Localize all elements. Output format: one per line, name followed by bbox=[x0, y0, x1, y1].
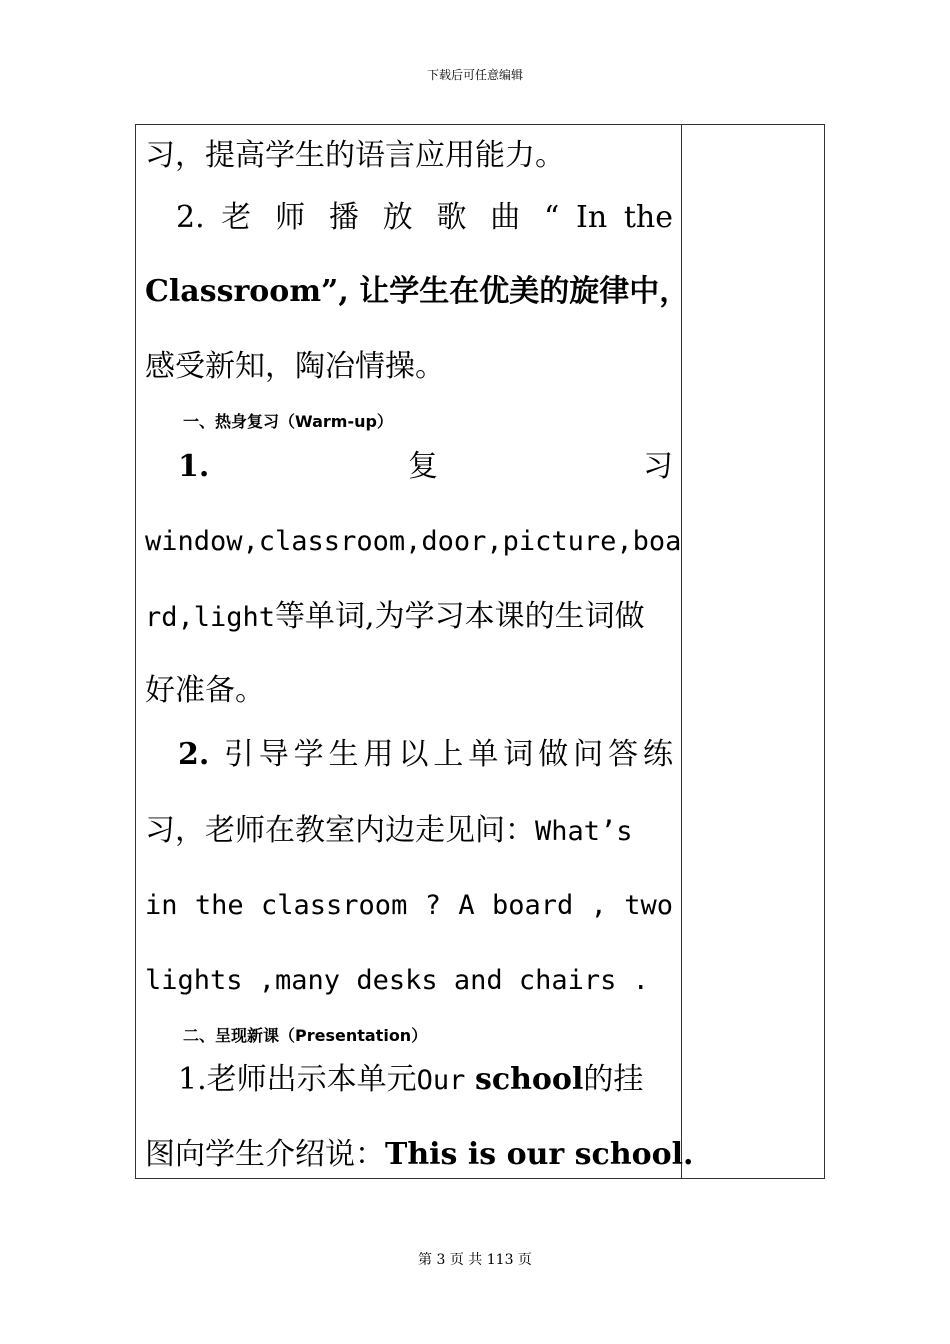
presentation-line-1: 1.老师出示本单元Our school的挂 bbox=[178, 1062, 644, 1097]
words-line-1: window,classroom,door,picture,boa bbox=[145, 526, 682, 557]
lesson-table: 习，提高学生的语言应用能力。 2. 老 师 播 放 歌 曲 “ In the Classroom”, 让学生在优美的旋律中， 感受新知，陶冶情操。 一、热身复习（Warm-up） 1. 复 习 window,classroom,door,picture,boa rd,light等单词,为学习本课的生词做 好准备。 2. 引导学生用以上单词做问答练 习，老师在教室内边走见问：What’s in the classroom ? A board , two lights ,many desks and chairs . 二、呈现新课（Presentation） 1.老师出示本单元Our school的挂 图向学生介绍说：This is our school. bbox=[135, 124, 825, 1179]
qa-line-4: lights ,many desks and chairs . bbox=[145, 965, 649, 996]
words-line-2: rd,light等单词,为学习本课的生词做 bbox=[145, 599, 645, 634]
song-line-3: 感受新知，陶冶情操。 bbox=[145, 349, 445, 384]
song-line-2: Classroom”, 让学生在优美的旋律中， bbox=[145, 274, 690, 309]
intro-line: 习，提高学生的语言应用能力。 bbox=[145, 138, 565, 173]
song-line-1: 2. 老 师 播 放 歌 曲 “ In the bbox=[176, 200, 673, 235]
words-line-3: 好准备。 bbox=[145, 673, 265, 708]
page-footer: 第 3 页 共 113 页 bbox=[418, 1252, 532, 1268]
presentation-heading: 二、呈现新课（Presentation） bbox=[183, 1026, 428, 1045]
qa-line-1: 2. 引导学生用以上单词做问答练 bbox=[178, 737, 674, 772]
qa-line-3: in the classroom ? A board , two bbox=[145, 890, 673, 921]
page-header: 下载后可任意编辑 bbox=[426, 68, 523, 82]
qa-line-2: 习，老师在教室内边走见问：What’s bbox=[145, 813, 633, 848]
presentation-line-2: 图向学生介绍说：This is our school. bbox=[145, 1137, 694, 1172]
warmup-heading: 一、热身复习（Warm-up） bbox=[183, 412, 393, 431]
